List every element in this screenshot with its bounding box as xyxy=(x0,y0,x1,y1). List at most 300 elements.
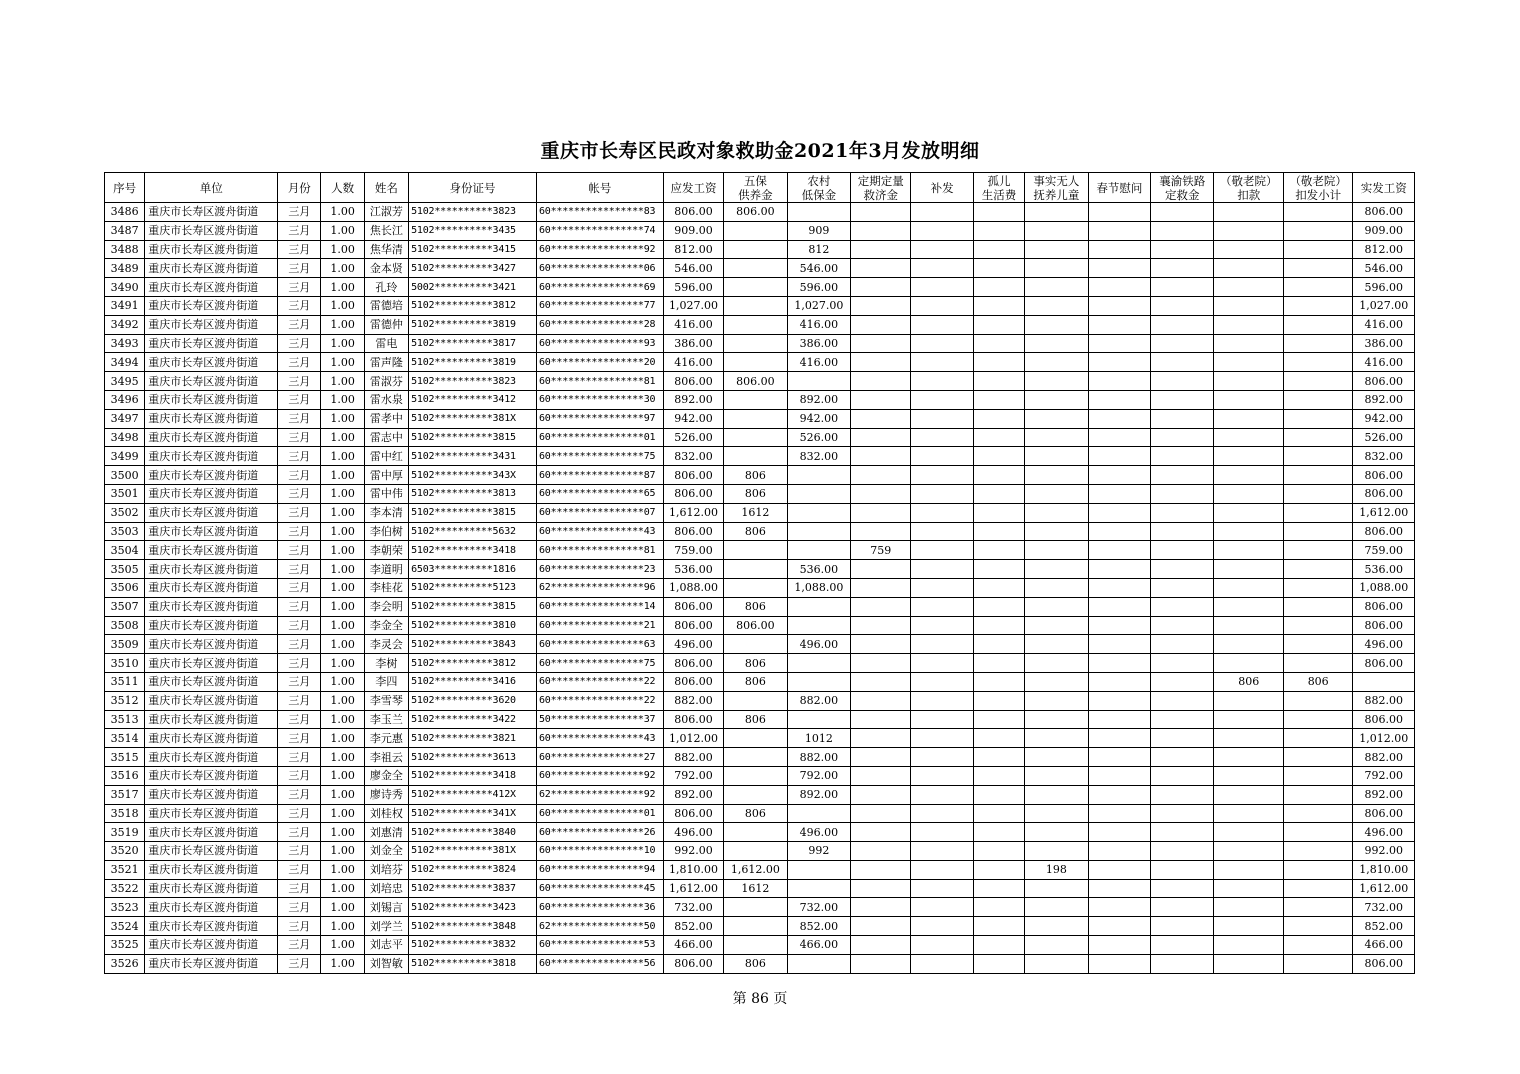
table-cell xyxy=(1214,597,1283,616)
table-cell: 重庆市长寿区渡舟街道 xyxy=(145,616,278,635)
table-cell xyxy=(1025,654,1088,673)
table-row xyxy=(105,428,1415,447)
table-cell: 重庆市长寿区渡舟街道 xyxy=(145,221,278,240)
table-cell xyxy=(724,691,787,710)
table-cell xyxy=(911,541,973,560)
table-cell: 852.00 xyxy=(1353,917,1415,936)
table-cell xyxy=(1283,522,1352,541)
table-cell: 三月 xyxy=(278,390,321,409)
table-cell: 198 xyxy=(1025,860,1088,879)
table-row xyxy=(105,372,1415,391)
table-cell: 416.00 xyxy=(663,353,723,372)
table-cell xyxy=(724,936,787,955)
table-cell: 1,612.00 xyxy=(663,503,723,522)
table-cell xyxy=(973,804,1024,823)
table-row xyxy=(105,560,1415,579)
table-cell: 5102**********3815 xyxy=(409,597,537,616)
table-cell xyxy=(1151,635,1214,654)
table-cell xyxy=(911,390,973,409)
table-cell: 596.00 xyxy=(1353,278,1415,297)
table-cell: 852.00 xyxy=(787,917,850,936)
table-cell: 刘学兰 xyxy=(364,917,408,936)
table-cell: 5102**********381X xyxy=(409,842,537,861)
table-cell xyxy=(1025,936,1088,955)
table-cell: 942.00 xyxy=(1353,409,1415,428)
table-cell: 526.00 xyxy=(663,428,723,447)
table-cell: 1,612.00 xyxy=(1353,879,1415,898)
table-cell xyxy=(973,240,1024,259)
table-cell: 1.00 xyxy=(321,917,364,936)
table-cell: 60****************53 xyxy=(536,936,663,955)
table-cell: 62****************50 xyxy=(536,917,663,936)
table-cell xyxy=(1088,597,1150,616)
table-cell: 5102**********3817 xyxy=(409,334,537,353)
table-cell xyxy=(911,842,973,861)
table-cell: 重庆市长寿区渡舟街道 xyxy=(145,654,278,673)
table-cell: 3522 xyxy=(105,879,145,898)
table-cell xyxy=(1214,466,1283,485)
table-cell: 江淑芳 xyxy=(364,203,408,222)
table-cell xyxy=(724,823,787,842)
table-cell xyxy=(911,635,973,654)
table-cell: 386.00 xyxy=(787,334,850,353)
table-cell xyxy=(787,597,850,616)
table-cell xyxy=(911,691,973,710)
table-cell xyxy=(1025,691,1088,710)
table-cell xyxy=(851,353,911,372)
table-cell: 李本清 xyxy=(364,503,408,522)
table-cell: 909.00 xyxy=(663,221,723,240)
table-cell: 刘金全 xyxy=(364,842,408,861)
table-cell: 重庆市长寿区渡舟街道 xyxy=(145,240,278,259)
table-cell: 806.00 xyxy=(1353,654,1415,673)
table-cell: 1.00 xyxy=(321,372,364,391)
table-cell xyxy=(1283,654,1352,673)
table-cell xyxy=(1283,353,1352,372)
table-cell: 李树 xyxy=(364,654,408,673)
table-cell: 重庆市长寿区渡舟街道 xyxy=(145,203,278,222)
table-cell xyxy=(911,240,973,259)
column-header: 农村 低保金 xyxy=(787,173,850,203)
table-cell xyxy=(851,203,911,222)
table-cell: 892.00 xyxy=(663,390,723,409)
table-cell: 1,088.00 xyxy=(663,578,723,597)
table-cell xyxy=(973,898,1024,917)
table-cell xyxy=(787,954,850,973)
table-cell xyxy=(851,842,911,861)
table-cell xyxy=(1283,315,1352,334)
table-cell xyxy=(1088,748,1150,767)
table-cell: 三月 xyxy=(278,710,321,729)
table-cell xyxy=(1283,221,1352,240)
table-cell xyxy=(1214,203,1283,222)
table-cell: 3512 xyxy=(105,691,145,710)
table-cell xyxy=(724,447,787,466)
table-cell: 李玉兰 xyxy=(364,710,408,729)
table-cell: 重庆市长寿区渡舟街道 xyxy=(145,522,278,541)
table-cell: 806.00 xyxy=(724,203,787,222)
table-cell: 雷电 xyxy=(364,334,408,353)
table-cell xyxy=(1283,296,1352,315)
table-cell xyxy=(911,484,973,503)
table-cell xyxy=(1214,522,1283,541)
table-cell: 806.00 xyxy=(663,597,723,616)
table-cell xyxy=(787,879,850,898)
table-cell xyxy=(973,729,1024,748)
table-cell: 60****************26 xyxy=(536,823,663,842)
table-cell: 3526 xyxy=(105,954,145,973)
table-cell xyxy=(1151,353,1214,372)
table-cell xyxy=(851,428,911,447)
table-cell: 909.00 xyxy=(1353,221,1415,240)
table-cell: 1.00 xyxy=(321,447,364,466)
table-cell xyxy=(724,390,787,409)
table-cell: 5102**********3620 xyxy=(409,691,537,710)
table-cell: 3524 xyxy=(105,917,145,936)
table-cell: 3506 xyxy=(105,578,145,597)
table-cell xyxy=(787,654,850,673)
table-cell xyxy=(851,804,911,823)
table-cell: 60****************81 xyxy=(536,541,663,560)
table-cell: 重庆市长寿区渡舟街道 xyxy=(145,842,278,861)
table-cell xyxy=(911,447,973,466)
table-cell: 重庆市长寿区渡舟街道 xyxy=(145,785,278,804)
table-cell: 416.00 xyxy=(1353,353,1415,372)
column-header: 序号 xyxy=(105,173,145,203)
table-cell: 60****************20 xyxy=(536,353,663,372)
table-cell: 496.00 xyxy=(1353,635,1415,654)
table-cell: 焦华清 xyxy=(364,240,408,259)
table-cell xyxy=(1088,936,1150,955)
table-cell: 1.00 xyxy=(321,804,364,823)
table-cell xyxy=(973,278,1024,297)
table-cell xyxy=(1088,259,1150,278)
table-cell xyxy=(973,879,1024,898)
table-cell: 806.00 xyxy=(1353,710,1415,729)
column-header: 姓名 xyxy=(364,173,408,203)
header-row xyxy=(105,173,1415,203)
table-cell: 832.00 xyxy=(1353,447,1415,466)
table-cell xyxy=(1151,278,1214,297)
table-cell: 雷中厚 xyxy=(364,466,408,485)
table-cell: 1.00 xyxy=(321,766,364,785)
table-row xyxy=(105,296,1415,315)
table-cell xyxy=(1088,954,1150,973)
table-cell xyxy=(1151,936,1214,955)
table-cell: 三月 xyxy=(278,823,321,842)
table-cell: 5002**********3421 xyxy=(409,278,537,297)
table-cell: 546.00 xyxy=(1353,259,1415,278)
table-cell: 62****************96 xyxy=(536,578,663,597)
table-cell: 60****************36 xyxy=(536,898,663,917)
table-cell xyxy=(1151,823,1214,842)
table-cell: 三月 xyxy=(278,221,321,240)
table-cell xyxy=(1025,785,1088,804)
table-cell: 三月 xyxy=(278,240,321,259)
table-cell xyxy=(1151,578,1214,597)
table-cell: 60****************06 xyxy=(536,259,663,278)
table-cell: 重庆市长寿区渡舟街道 xyxy=(145,748,278,767)
table-cell: 792.00 xyxy=(1353,766,1415,785)
table-cell xyxy=(851,522,911,541)
table-cell: 三月 xyxy=(278,353,321,372)
table-cell: 806.00 xyxy=(1353,484,1415,503)
table-cell: 李四 xyxy=(364,672,408,691)
table-cell xyxy=(724,578,787,597)
table-cell: 三月 xyxy=(278,447,321,466)
table-cell: 1012 xyxy=(787,729,850,748)
table-cell: 596.00 xyxy=(787,278,850,297)
table-cell xyxy=(724,842,787,861)
table-cell: 60****************83 xyxy=(536,203,663,222)
table-cell: 3525 xyxy=(105,936,145,955)
table-cell xyxy=(1151,522,1214,541)
table-cell: 892.00 xyxy=(787,390,850,409)
table-cell xyxy=(973,428,1024,447)
table-row xyxy=(105,484,1415,503)
table-row xyxy=(105,334,1415,353)
table-cell xyxy=(1025,278,1088,297)
table-cell: 806.00 xyxy=(663,616,723,635)
table-cell xyxy=(851,954,911,973)
table-cell: 三月 xyxy=(278,334,321,353)
table-cell xyxy=(1088,372,1150,391)
table-row xyxy=(105,616,1415,635)
table-cell xyxy=(973,522,1024,541)
table-row xyxy=(105,748,1415,767)
table-cell: 882.00 xyxy=(1353,748,1415,767)
table-cell xyxy=(724,635,787,654)
table-cell: 942.00 xyxy=(663,409,723,428)
table-cell: 三月 xyxy=(278,616,321,635)
table-cell: 5102**********3821 xyxy=(409,729,537,748)
table-cell: 廖诗秀 xyxy=(364,785,408,804)
table-cell: 3503 xyxy=(105,522,145,541)
table-cell: 546.00 xyxy=(663,259,723,278)
table-cell: 806 xyxy=(724,804,787,823)
column-header: 五保 供养金 xyxy=(724,173,787,203)
table-cell xyxy=(973,748,1024,767)
table-cell: 1.00 xyxy=(321,936,364,955)
table-cell xyxy=(1214,315,1283,334)
table-cell: 3514 xyxy=(105,729,145,748)
table-cell: 60****************63 xyxy=(536,635,663,654)
table-cell xyxy=(1151,203,1214,222)
table-cell xyxy=(851,635,911,654)
table-cell: 806 xyxy=(724,672,787,691)
table-row xyxy=(105,785,1415,804)
table-cell: 5102**********3837 xyxy=(409,879,537,898)
table-cell: 三月 xyxy=(278,372,321,391)
table-cell xyxy=(1151,221,1214,240)
table-cell xyxy=(973,635,1024,654)
table-cell: 1612 xyxy=(724,503,787,522)
table-cell: 3494 xyxy=(105,353,145,372)
table-cell: 3518 xyxy=(105,804,145,823)
table-cell: 雷志中 xyxy=(364,428,408,447)
table-cell xyxy=(724,240,787,259)
table-cell xyxy=(1088,560,1150,579)
table-cell: 三月 xyxy=(278,597,321,616)
table-cell xyxy=(973,860,1024,879)
table-cell: 3498 xyxy=(105,428,145,447)
table-cell: 5102**********3815 xyxy=(409,428,537,447)
column-header: 定期定量 救济金 xyxy=(851,173,911,203)
table-cell: 雷中红 xyxy=(364,447,408,466)
table-cell: 5102**********3824 xyxy=(409,860,537,879)
table-cell: 重庆市长寿区渡舟街道 xyxy=(145,879,278,898)
table-cell: 三月 xyxy=(278,428,321,447)
table-cell: 1.00 xyxy=(321,522,364,541)
table-cell xyxy=(1151,597,1214,616)
table-cell: 5102**********5123 xyxy=(409,578,537,597)
table-cell: 1.00 xyxy=(321,221,364,240)
table-cell xyxy=(851,616,911,635)
table-cell xyxy=(1025,954,1088,973)
table-cell xyxy=(911,860,973,879)
table-cell: 1.00 xyxy=(321,842,364,861)
table-cell: 806.00 xyxy=(663,804,723,823)
table-cell xyxy=(724,259,787,278)
table-cell xyxy=(1151,954,1214,973)
table-cell xyxy=(724,353,787,372)
table-cell: 李元惠 xyxy=(364,729,408,748)
table-cell xyxy=(1025,296,1088,315)
column-header: 人数 xyxy=(321,173,364,203)
table-cell: 3497 xyxy=(105,409,145,428)
table-cell: 三月 xyxy=(278,842,321,861)
table-cell xyxy=(1088,860,1150,879)
table-cell: 5102**********3427 xyxy=(409,259,537,278)
table-cell xyxy=(1088,203,1150,222)
table-cell: 60****************92 xyxy=(536,766,663,785)
table-cell: 重庆市长寿区渡舟街道 xyxy=(145,503,278,522)
table-cell xyxy=(1151,879,1214,898)
table-cell xyxy=(787,503,850,522)
table-cell: 1.00 xyxy=(321,710,364,729)
table-cell: 3509 xyxy=(105,635,145,654)
table-cell xyxy=(1088,522,1150,541)
table-cell xyxy=(1214,221,1283,240)
table-cell xyxy=(1025,390,1088,409)
table-cell: 882.00 xyxy=(663,748,723,767)
table-cell: 806.00 xyxy=(1353,597,1415,616)
table-cell xyxy=(1214,372,1283,391)
table-cell xyxy=(973,353,1024,372)
table-cell: 刘培忠 xyxy=(364,879,408,898)
table-cell xyxy=(973,578,1024,597)
table-cell: 三月 xyxy=(278,898,321,917)
table-cell: 1.00 xyxy=(321,691,364,710)
table-row xyxy=(105,203,1415,222)
table-cell xyxy=(1283,823,1352,842)
table-cell xyxy=(1025,578,1088,597)
table-row xyxy=(105,766,1415,785)
table-row xyxy=(105,278,1415,297)
table-cell: 3495 xyxy=(105,372,145,391)
table-cell: 1.00 xyxy=(321,785,364,804)
table-cell: 三月 xyxy=(278,691,321,710)
table-cell: 386.00 xyxy=(1353,334,1415,353)
table-cell xyxy=(1214,390,1283,409)
table-cell: 雷德培 xyxy=(364,296,408,315)
table-cell xyxy=(1214,823,1283,842)
table-cell: 李雪琴 xyxy=(364,691,408,710)
table-row xyxy=(105,823,1415,842)
table-cell: 60****************87 xyxy=(536,466,663,485)
table-cell: 596.00 xyxy=(663,278,723,297)
column-header: 身份证号 xyxy=(409,173,537,203)
table-cell xyxy=(724,541,787,560)
table-cell xyxy=(1283,785,1352,804)
column-header: 实发工资 xyxy=(1353,173,1415,203)
table-cell xyxy=(1025,842,1088,861)
table-cell: 806.00 xyxy=(663,522,723,541)
table-row xyxy=(105,691,1415,710)
table-cell: 1.00 xyxy=(321,635,364,654)
table-cell xyxy=(973,221,1024,240)
table-cell xyxy=(911,353,973,372)
table-cell: 806 xyxy=(724,954,787,973)
table-cell xyxy=(1151,729,1214,748)
column-header: 补发 xyxy=(911,173,973,203)
table-cell xyxy=(1214,766,1283,785)
table-cell: 三月 xyxy=(278,879,321,898)
table-cell: 466.00 xyxy=(787,936,850,955)
table-cell xyxy=(911,879,973,898)
table-cell: 李祖云 xyxy=(364,748,408,767)
table-cell: 60****************56 xyxy=(536,954,663,973)
table-cell: 1.00 xyxy=(321,597,364,616)
table-cell: 1,612.00 xyxy=(724,860,787,879)
table-cell xyxy=(1151,428,1214,447)
table-cell: 60****************22 xyxy=(536,691,663,710)
table-cell: 重庆市长寿区渡舟街道 xyxy=(145,484,278,503)
table-cell xyxy=(851,691,911,710)
table-cell xyxy=(1088,334,1150,353)
table-cell: 60****************97 xyxy=(536,409,663,428)
table-cell xyxy=(1214,409,1283,428)
table-cell xyxy=(851,240,911,259)
table-cell xyxy=(1088,879,1150,898)
table-cell xyxy=(1214,729,1283,748)
table-cell xyxy=(911,766,973,785)
table-cell: 806 xyxy=(1283,672,1352,691)
table-cell xyxy=(911,259,973,278)
table-cell xyxy=(1025,334,1088,353)
table-cell: 1.00 xyxy=(321,541,364,560)
table-cell: 雷淑芬 xyxy=(364,372,408,391)
table-cell xyxy=(1088,710,1150,729)
table-cell: 三月 xyxy=(278,954,321,973)
table-cell: 496.00 xyxy=(663,823,723,842)
payment-detail-table xyxy=(104,172,1415,974)
table-cell: 1.00 xyxy=(321,503,364,522)
table-cell xyxy=(1283,447,1352,466)
table-cell: 李朝荣 xyxy=(364,541,408,560)
table-cell: 806 xyxy=(724,522,787,541)
table-cell: 重庆市长寿区渡舟街道 xyxy=(145,597,278,616)
table-cell xyxy=(1214,428,1283,447)
table-cell xyxy=(851,390,911,409)
table-cell xyxy=(1151,804,1214,823)
table-cell xyxy=(851,710,911,729)
table-row xyxy=(105,390,1415,409)
table-row xyxy=(105,447,1415,466)
table-cell xyxy=(851,823,911,842)
table-cell: 60****************07 xyxy=(536,503,663,522)
table-cell: 546.00 xyxy=(787,259,850,278)
